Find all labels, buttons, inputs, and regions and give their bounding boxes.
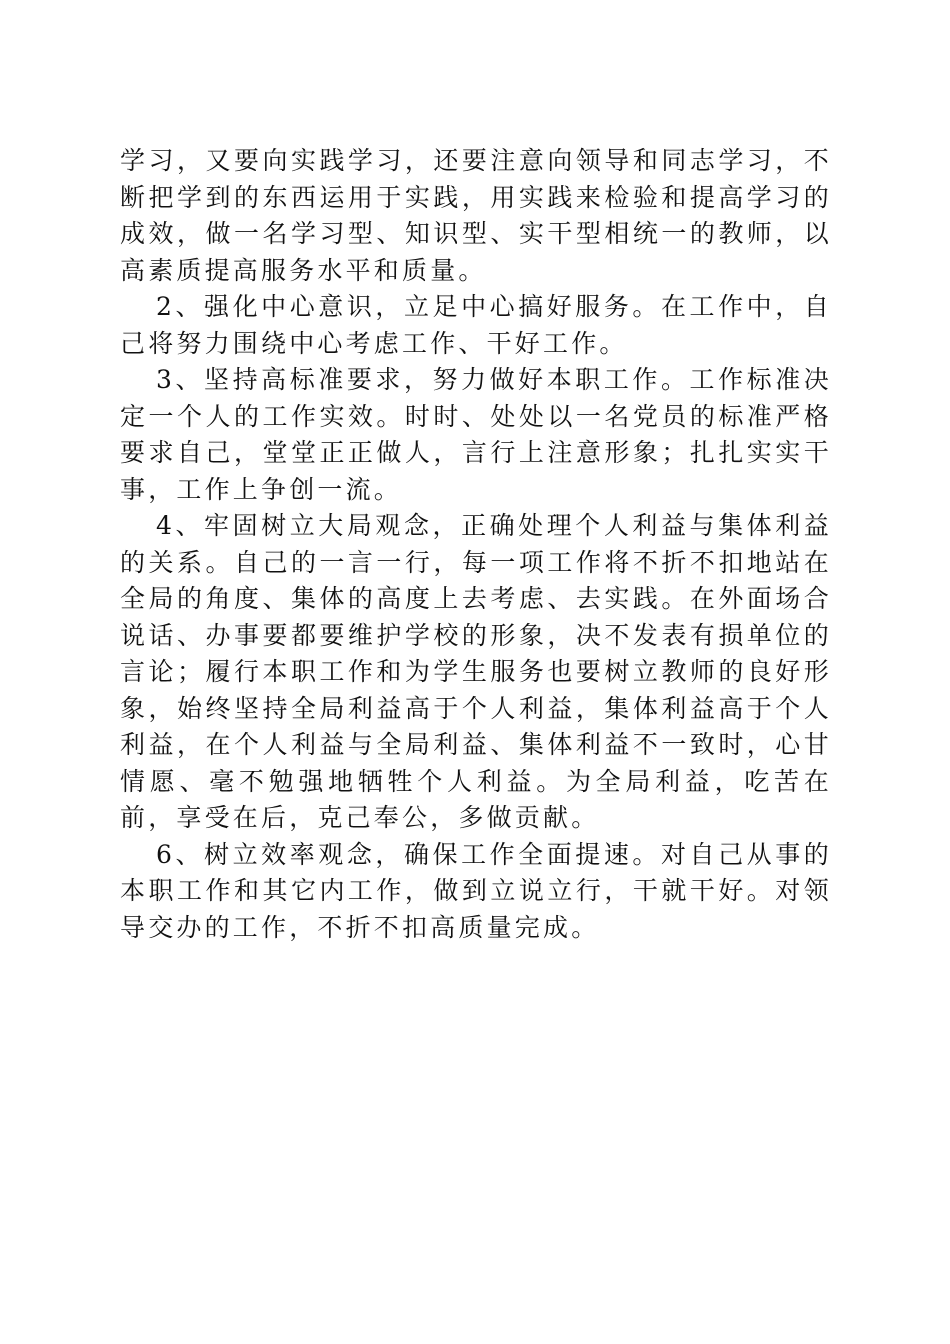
paragraph-item-6: 6、树立效率观念，确保工作全面提速。对自己从事的本职工作和其它内工作，做到立说立行，干就干好。对领导交办的工作，不折不扣高质量完成。 [120, 839, 832, 942]
paragraph-continuation: 学习，又要向实践学习，还要注意向领导和同志学习，不断把学到的东西运用于实践，用实践来检验和提高学习的成效，做一名学习型、知识型、实干型相统一的教师，以高素质提高服务水平和质量。 [120, 146, 832, 285]
paragraph-item-4: 4、牢固树立大局观念，正确处理个人利益与集体利益的关系。自己的一言一行，每一项工作将不折不扣地站在全局的角度、集体的高度上去考虑、去实践。在外面场合说话、办事要都要维护学校的形象，决不发表有损单位的言论；履行本职工作和为学生服务也要树立教师的良好形象，始终坚持全局利益高于个人利益，集体利益高于个人利益，在个人利益与全局利益、集体利益不一致时，心甘情愿、毫不勉强地牺牲个人利益。为全局利益，吃苦在前，享受在后，克己奉公，多做贡献。 [120, 511, 832, 832]
paragraph-item-3: 3、坚持高标准要求，努力做好本职工作。工作标准决定一个人的工作实效。时时、处处以一名党员的标准严格要求自己，堂堂正正做人，言行上注意形象；扎扎实实干事，工作上争创一流。 [120, 365, 832, 504]
paragraph-item-2: 2、强化中心意识，立足中心搞好服务。在工作中，自己将努力围绕中心考虑工作、干好工作。 [120, 292, 832, 358]
document-body [120, 143, 832, 946]
